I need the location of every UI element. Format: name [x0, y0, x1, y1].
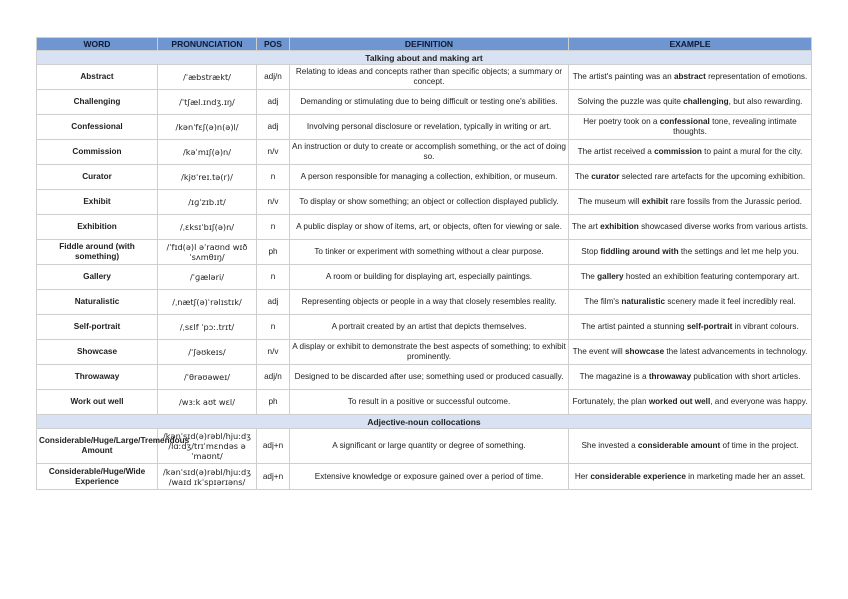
pronunciation-cell: /ˈɡæləri/	[158, 265, 257, 290]
example-text: , and everyone was happy.	[710, 397, 808, 406]
pos-cell: n/v	[257, 340, 290, 365]
example-cell	[569, 464, 812, 490]
table-row	[37, 429, 812, 464]
example-text: representation of emotions.	[705, 72, 808, 81]
table-row	[37, 390, 812, 415]
table-row	[37, 165, 812, 190]
definition-cell: Representing objects or people in a way that closely resembles reality.	[290, 290, 569, 315]
example-cell	[569, 90, 812, 115]
pos-cell: adj	[257, 290, 290, 315]
pronunciation-cell: /kəˈmɪʃ(ə)n/	[158, 140, 257, 165]
example-cell	[569, 365, 812, 390]
example-cell	[569, 290, 812, 315]
example-text: The event will	[572, 347, 625, 356]
pronunciation-cell: /kənˈsɪd(ə)rəbl/hjuːdʒ /lɑːdʒ/trɪˈmɛndəs əˈmaʊnt/	[158, 429, 257, 464]
example-text: The	[580, 272, 598, 281]
example-text: to paint a mural for the city.	[701, 147, 803, 156]
example-text: selected rare artefacts for the upcoming exhibition.	[619, 172, 806, 181]
pos-cell: adj/n	[257, 365, 290, 390]
example-text: Her poetry took on a	[583, 117, 660, 126]
example-text: The art	[571, 222, 601, 231]
pronunciation-cell: /kənˈsɪd(ə)rəbl/hjuːdʒ /waɪd ɪkˈspɪərɪəns/	[158, 464, 257, 490]
definition-cell: Relating to ideas and concepts rather than specific objects; a summary or concept.	[290, 65, 569, 90]
header-pronunciation: PRONUNCIATION	[158, 38, 257, 51]
header-definition: DEFINITION	[290, 38, 569, 51]
word-cell: Exhibition	[37, 215, 158, 240]
table-row	[37, 290, 812, 315]
definition-cell: A room or building for displaying art, especially paintings.	[290, 265, 569, 290]
example-text: in marketing made her an asset.	[685, 471, 806, 481]
word-cell: Self-portrait	[37, 315, 158, 340]
example-keyword: worked out well	[648, 397, 711, 406]
example-text: Fortunately, the plan	[572, 397, 649, 406]
example-keyword: exhibition	[600, 222, 639, 231]
definition-cell: Extensive knowledge or exposure gained over a period of time.	[290, 464, 569, 490]
example-cell	[569, 390, 812, 415]
example-keyword: considerable experience	[590, 471, 686, 481]
table-row	[37, 315, 812, 340]
example-keyword: abstract	[673, 72, 706, 81]
example-keyword: considerable amount	[637, 441, 721, 450]
pos-cell: adj+n	[257, 429, 290, 464]
definition-cell: Involving personal disclosure or revelation, typically in writing or art.	[290, 115, 569, 140]
pos-cell: adj	[257, 90, 290, 115]
word-cell: Considerable/Huge/Wide Experience	[37, 464, 158, 490]
word-cell: Curator	[37, 165, 158, 190]
definition-cell: An instruction or duty to create or accomplish something, or the act of doing so.	[290, 140, 569, 165]
example-text: scenery made it feel incredibly real.	[665, 297, 796, 306]
section-row	[37, 415, 812, 429]
example-cell	[569, 240, 812, 265]
header-example: EXAMPLE	[569, 38, 812, 51]
header-word: WORD	[37, 38, 158, 51]
definition-cell: To tinker or experiment with something without a clear purpose.	[290, 240, 569, 265]
example-cell	[569, 265, 812, 290]
definition-cell: A public display or show of items, art, or objects, often for viewing or sale.	[290, 215, 569, 240]
example-keyword: fiddling around with	[600, 247, 679, 256]
pronunciation-cell: /ˌsɛlf ˈpɔː.trɪt/	[158, 315, 257, 340]
word-cell: Exhibit	[37, 190, 158, 215]
pos-cell: adj+n	[257, 464, 290, 490]
example-text: hosted an exhibition featuring contemporary art.	[623, 272, 800, 281]
word-cell: Work out well	[37, 390, 158, 415]
word-cell: Naturalistic	[37, 290, 158, 315]
header-row	[37, 38, 812, 51]
pos-cell: n	[257, 165, 290, 190]
example-text: The museum will	[578, 197, 642, 206]
example-text: rare fossils from the Jurassic period.	[668, 197, 802, 206]
header-pos: POS	[257, 38, 290, 51]
example-keyword: challenging	[683, 97, 729, 106]
pronunciation-cell: /ˈʃəʊkeɪs/	[158, 340, 257, 365]
example-keyword: gallery	[597, 272, 624, 281]
definition-cell: A significant or large quantity or degree of something.	[290, 429, 569, 464]
pos-cell: adj	[257, 115, 290, 140]
example-text: The artist received a	[577, 147, 655, 156]
table-row	[37, 65, 812, 90]
pronunciation-cell: /ˈæbstrækt/	[158, 65, 257, 90]
word-cell: Abstract	[37, 65, 158, 90]
pos-cell: ph	[257, 390, 290, 415]
word-cell: Commission	[37, 140, 158, 165]
definition-cell: To result in a positive or successful outcome.	[290, 390, 569, 415]
pronunciation-cell: /kjʊˈreɪ.tə(r)/	[158, 165, 257, 190]
pos-cell: n	[257, 215, 290, 240]
word-cell: Considerable/Huge/Large/Tremendous Amount	[37, 429, 158, 464]
definition-cell: To display or show something; an object or collection displayed publicly.	[290, 190, 569, 215]
definition-cell: Demanding or stimulating due to being difficult or testing one's abilities.	[290, 90, 569, 115]
definition-cell: A display or exhibit to demonstrate the best aspects of something; to exhibit prominently.	[290, 340, 569, 365]
section-row	[37, 51, 812, 65]
pronunciation-cell: /ˈθrəʊəweɪ/	[158, 365, 257, 390]
example-cell	[569, 215, 812, 240]
example-keyword: naturalistic	[621, 297, 666, 306]
example-text: of time in the project.	[720, 441, 799, 450]
table-row	[37, 464, 812, 490]
pronunciation-cell: /ˌnætʃ(ə)ˈrəlɪstɪk/	[158, 290, 257, 315]
pronunciation-cell: /wɜːk aʊt wɛl/	[158, 390, 257, 415]
section-title: Adjective-noun collocations	[37, 415, 812, 429]
section-title: Talking about and making art	[37, 51, 812, 65]
pos-cell: n	[257, 265, 290, 290]
example-keyword: self-portrait	[686, 322, 733, 331]
example-text: The film's	[584, 297, 622, 306]
example-cell	[569, 340, 812, 365]
pronunciation-cell: /ˈfɪd(ə)l əˈraʊnd wɪð ˈsʌmθɪŋ/	[158, 240, 257, 265]
example-cell	[569, 115, 812, 140]
vocabulary-table	[36, 37, 812, 490]
example-text: The magazine is a	[579, 372, 649, 381]
example-cell	[569, 190, 812, 215]
example-cell	[569, 140, 812, 165]
example-text: publication with short articles.	[691, 372, 801, 381]
table-row	[37, 140, 812, 165]
example-text: Solving the puzzle was quite	[577, 97, 684, 106]
word-cell: Confessional	[37, 115, 158, 140]
example-cell	[569, 165, 812, 190]
definition-cell: Designed to be discarded after use; something used or produced casually.	[290, 365, 569, 390]
table-row	[37, 115, 812, 140]
pronunciation-cell: /ɪɡˈzɪb.ɪt/	[158, 190, 257, 215]
example-text: Her	[574, 471, 591, 481]
table-row	[37, 340, 812, 365]
table-row	[37, 365, 812, 390]
pronunciation-cell: /ˈtʃæl.ɪndʒ.ɪŋ/	[158, 90, 257, 115]
example-text: , but also rewarding.	[728, 97, 803, 106]
word-cell: Fiddle around (with something)	[37, 240, 158, 265]
word-cell: Showcase	[37, 340, 158, 365]
example-keyword: curator	[591, 172, 620, 181]
pos-cell: n/v	[257, 140, 290, 165]
example-keyword: showcase	[624, 347, 665, 356]
example-cell	[569, 429, 812, 464]
example-text: the settings and let me help you.	[678, 247, 799, 256]
word-cell: Throwaway	[37, 365, 158, 390]
example-text: The artist's painting was an	[572, 72, 674, 81]
table-row	[37, 240, 812, 265]
example-text: She invested a	[581, 441, 638, 450]
example-text: The artist painted a stunning	[581, 322, 687, 331]
example-cell	[569, 65, 812, 90]
example-keyword: commission	[654, 147, 702, 156]
table-row	[37, 265, 812, 290]
example-keyword: confessional	[659, 117, 710, 126]
example-keyword: exhibit	[641, 197, 669, 206]
pos-cell: n/v	[257, 190, 290, 215]
example-text: tone, revealing intimate thoughts.	[673, 117, 797, 136]
word-cell: Gallery	[37, 265, 158, 290]
table-row	[37, 215, 812, 240]
definition-cell: A portrait created by an artist that depicts themselves.	[290, 315, 569, 340]
pronunciation-cell: /kənˈfɛʃ(ə)n(ə)l/	[158, 115, 257, 140]
example-text: The	[574, 172, 592, 181]
word-cell: Challenging	[37, 90, 158, 115]
table-row	[37, 90, 812, 115]
example-text: the latest advancements in technology.	[664, 347, 808, 356]
example-cell	[569, 315, 812, 340]
pronunciation-cell: /ˌɛksɪˈbɪʃ(ə)n/	[158, 215, 257, 240]
example-text: in vibrant colours.	[732, 322, 799, 331]
pos-cell: adj/n	[257, 65, 290, 90]
example-text: Stop	[581, 247, 601, 256]
definition-cell: A person responsible for managing a collection, exhibition, or museum.	[290, 165, 569, 190]
table-row	[37, 190, 812, 215]
example-keyword: throwaway	[648, 372, 692, 381]
pos-cell: ph	[257, 240, 290, 265]
pos-cell: n	[257, 315, 290, 340]
example-text: showcased diverse works from various artists.	[638, 222, 809, 231]
